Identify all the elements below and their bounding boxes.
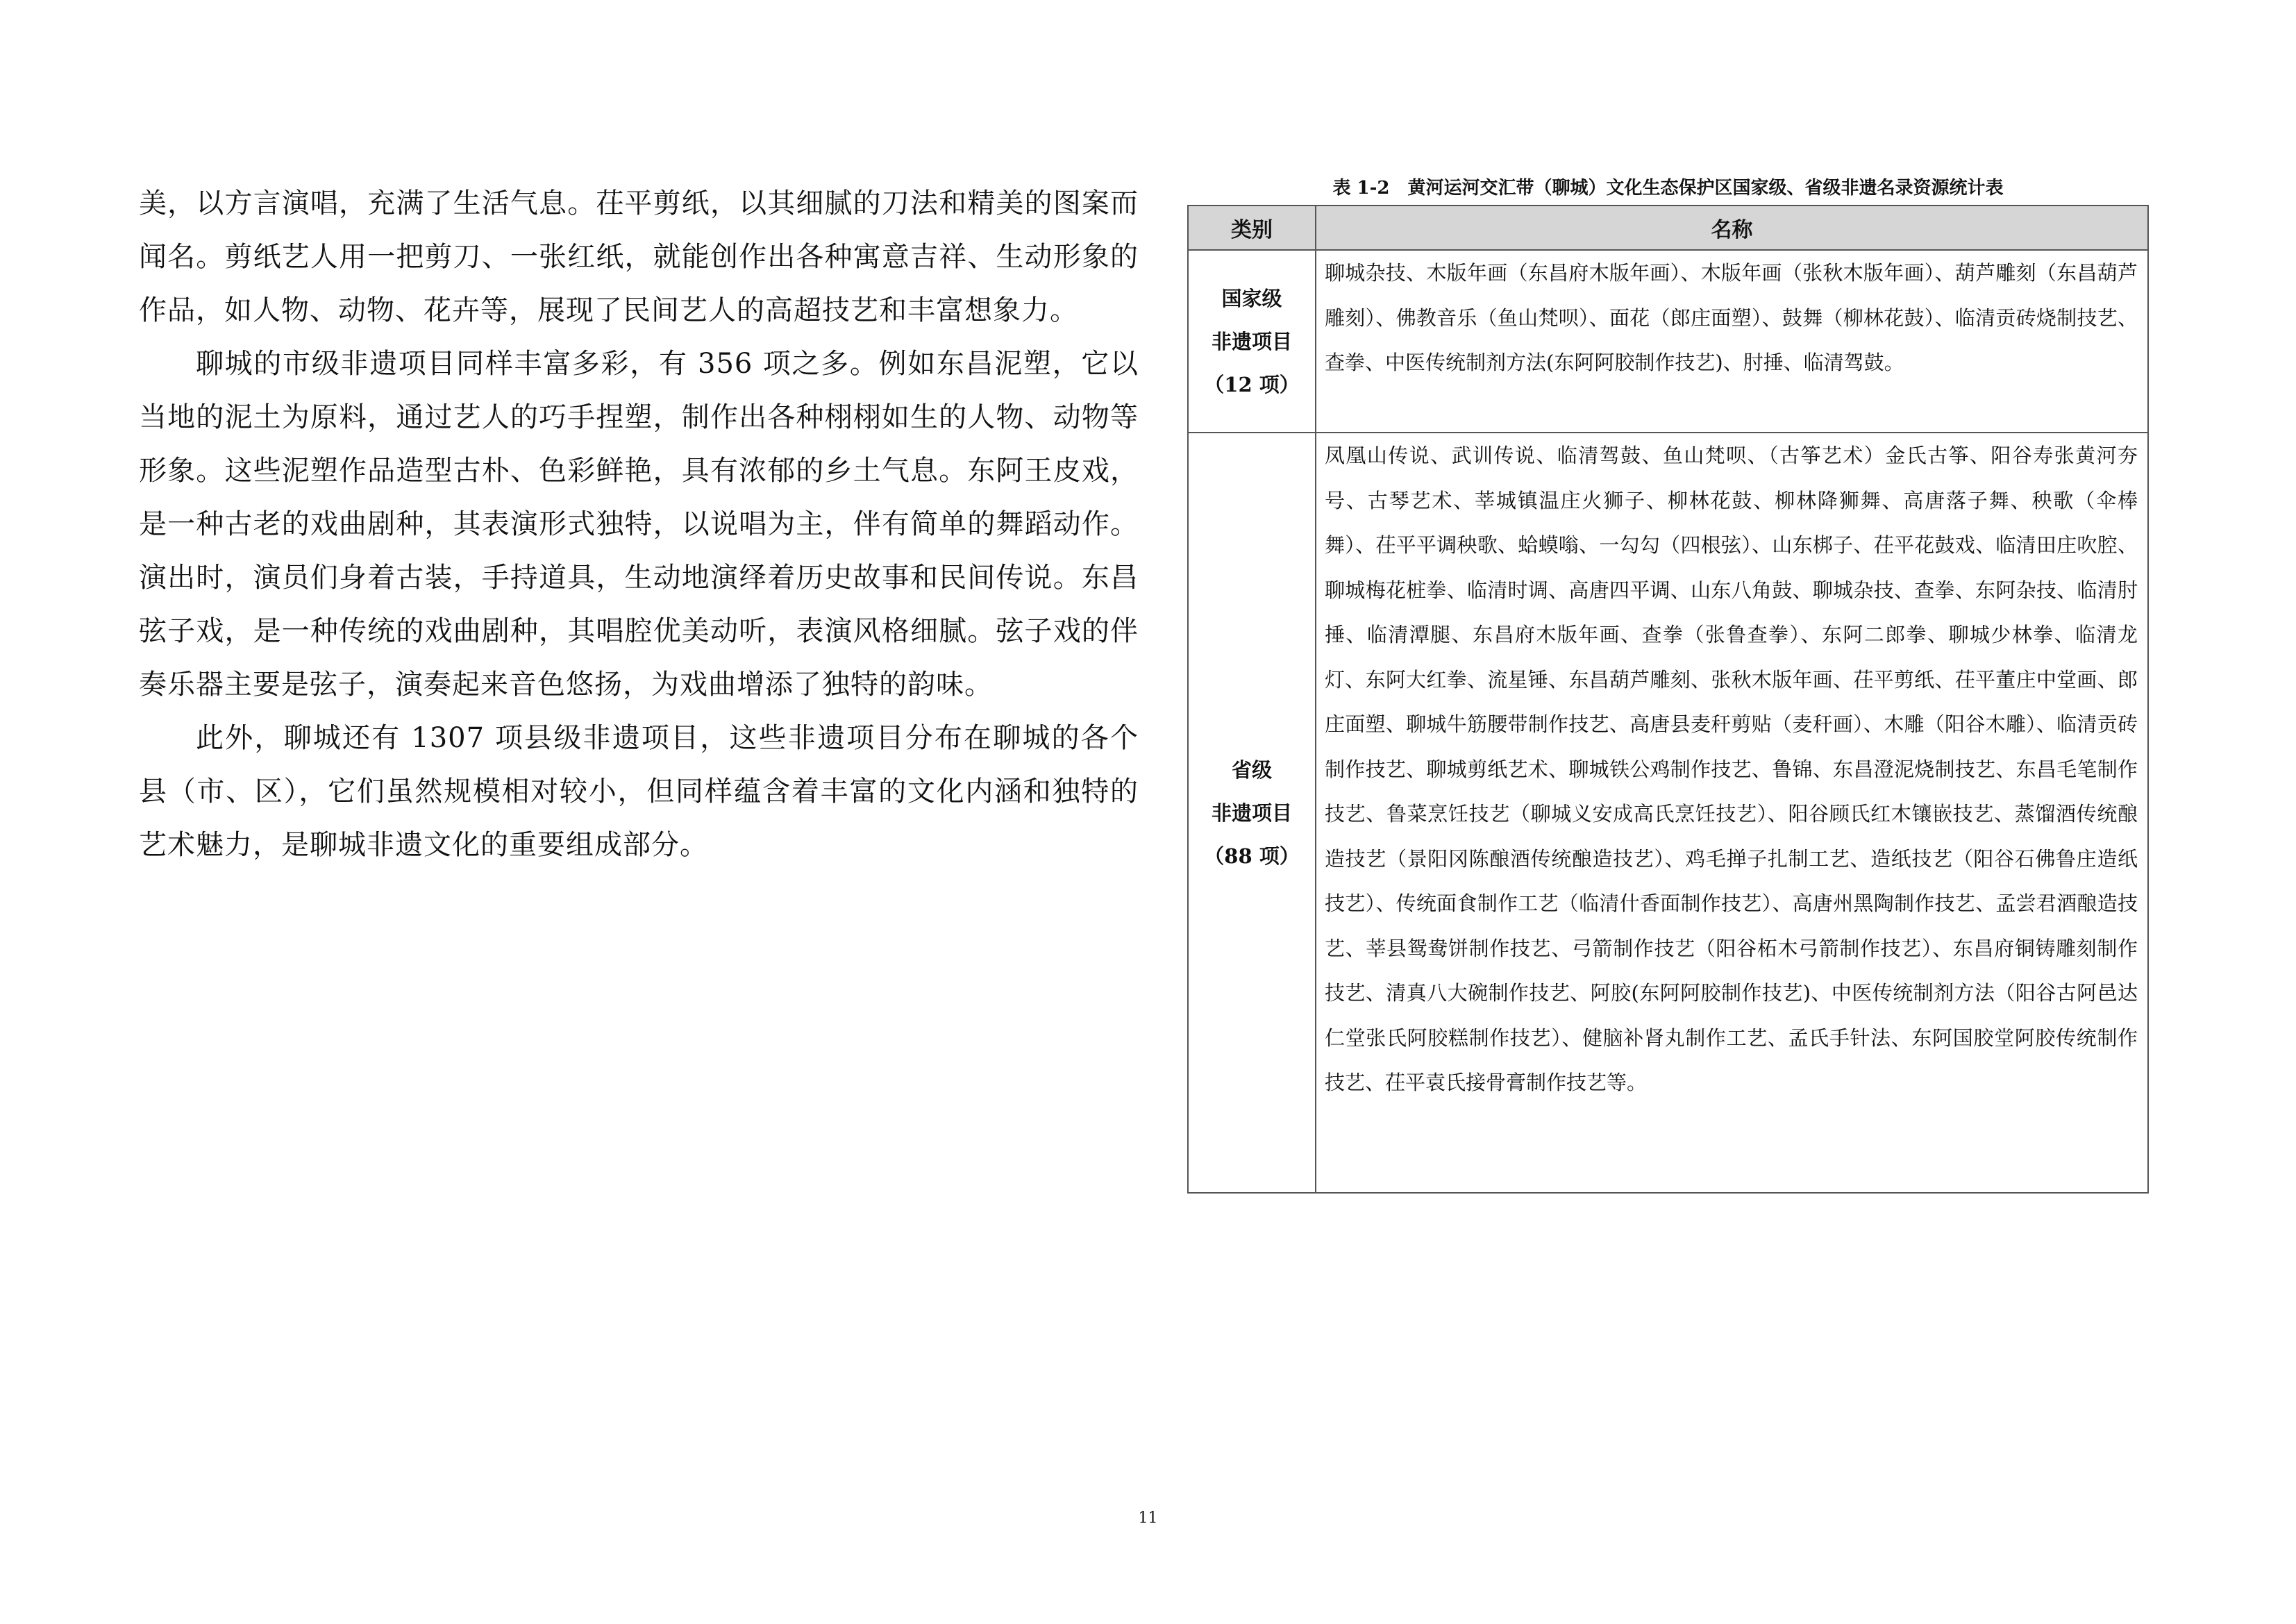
column-header-names: 名称 bbox=[1316, 206, 2148, 250]
category-level: 国家级 bbox=[1221, 286, 1282, 310]
column-header-category: 类别 bbox=[1188, 206, 1316, 250]
category-count: （88 项） bbox=[1204, 844, 1300, 868]
table-row-national bbox=[1188, 250, 2148, 433]
category-level: 省级 bbox=[1231, 757, 1272, 782]
table-caption: 表 1-2 黄河运河交汇带（聊城）文化生态保护区国家级、省级非遗名录资源统计表 bbox=[1332, 178, 2004, 199]
paragraph-county-heritage: 此外，聊城还有 1307 项县级非遗项目，这些非遗项目分布在聊城的各个县（市、区），它们虽然规模相对较小，但同样蕴含着丰富的文化内涵和独特的艺术魅力，是聊城非遗文化的重要组成部分。 bbox=[139, 722, 1139, 861]
heritage-stats-table bbox=[1187, 205, 2149, 1194]
paragraph-continuation: 美，以方言演唱，充满了生活气息。茌平剪纸，以其细腻的刀法和精美的图案而闻名。剪纸艺人用一把剪刀、一张红纸，就能创作出各种寓意吉祥、生动形象的作品，如人物、动物、花卉等，展现了民间艺人的高超技艺和丰富想象力。 bbox=[139, 187, 1139, 326]
table-header-row bbox=[1188, 206, 2148, 250]
category-type: 非遗项目 bbox=[1211, 801, 1292, 825]
body-text-column bbox=[139, 177, 1139, 872]
category-count: （12 项） bbox=[1204, 372, 1300, 396]
category-cell-national bbox=[1188, 250, 1316, 433]
category-cell-provincial bbox=[1188, 433, 1316, 1193]
category-type: 非遗项目 bbox=[1211, 329, 1292, 353]
names-cell-national: 聊城杂技、木版年画（东昌府木版年画）、木版年画（张秋木版年画）、葫芦雕刻（东昌葫芦雕刻）、佛教音乐（鱼山梵呗）、面花（郎庄面塑）、鼓舞（柳林花鼓）、临清贡砖烧制技艺、查拳、中医传统制剂方法(东阿阿胶制作技艺)、肘捶、临清驾鼓。 bbox=[1316, 250, 2148, 433]
heritage-table-section bbox=[1187, 176, 2149, 1194]
table-row-provincial bbox=[1188, 433, 2148, 1193]
names-cell-provincial: 凤凰山传说、武训传说、临清驾鼓、鱼山梵呗、（古筝艺术）金氏古筝、阳谷寿张黄河夯号、古琴艺术、莘城镇温庄火狮子、柳林花鼓、柳林降狮舞、高唐落子舞、秧歌（伞棒舞）、茌平平调秧歌、蛤蟆嗡、一勾勾（四根弦）、山东梆子、茌平花鼓戏、临清田庄吹腔、聊城梅花桩拳、临清时调、高唐四平调、山东八角鼓、聊城杂技、查拳、东阿杂技、临清肘捶、临清潭腿、东昌府木版年画、查拳（张鲁查拳）、东阿二郎拳、聊城少林拳、临清龙灯、东阿大红拳、流星锤、东昌葫芦雕刻、张秋木版年画、茌平剪纸、茌平董庄中堂画、郎庄面塑、聊城牛筋腰带制作技艺、高唐县麦秆剪贴（麦秆画）、木雕（阳谷木雕）、临清贡砖制作技艺、聊城剪纸艺术、聊城铁公鸡制作技艺、鲁锦、东昌澄泥烧制技艺、东昌毛笔制作技艺、鲁菜烹饪技艺（聊城义安成高氏烹饪技艺）、阳谷顾氏红木镶嵌技艺、蒸馏酒传统酿造技艺（景阳冈陈酿酒传统酿造技艺）、鸡毛掸子扎制工艺、造纸技艺（阳谷石佛鲁庄造纸技艺）、传统面食制作工艺（临清什香面制作技艺）、高唐州黑陶制作技艺、孟尝君酒酿造技艺、莘县鸳鸯饼制作技艺、弓箭制作技艺（阳谷柘木弓箭制作技艺）、东昌府铜铸雕刻制作技艺、清真八大碗制作技艺、阿胶(东阿阿胶制作技艺)、中医传统制剂方法（阳谷古阿邑达仁堂张氏阿胶糕制作技艺）、健脑补肾丸制作工艺、孟氏手针法、东阿国胶堂阿胶传统制作技艺、茌平袁氏接骨膏制作技艺等。 bbox=[1316, 433, 2148, 1193]
page-number: 11 bbox=[1138, 1509, 1158, 1527]
paragraph-municipal-heritage: 聊城的市级非遗项目同样丰富多彩，有 356 项之多。例如东昌泥塑，它以当地的泥土为原料，通过艺人的巧手捏塑，制作出各种栩栩如生的人物、动物等形象。这些泥塑作品造型古朴、色彩鲜艳，具有浓郁的乡土气息。东阿王皮戏，是一种古老的戏曲剧种，其表演形式独特，以说唱为主，伴有简单的舞蹈动作。演出时，演员们身着古装，手持道具，生动地演绎着历史故事和民间传说。东昌弦子戏，是一种传统的戏曲剧种，其唱腔优美动听，表演风格细腻。弦子戏的伴奏乐器主要是弦子，演奏起来音色悠扬，为戏曲增添了独特的韵味。 bbox=[139, 348, 1139, 701]
